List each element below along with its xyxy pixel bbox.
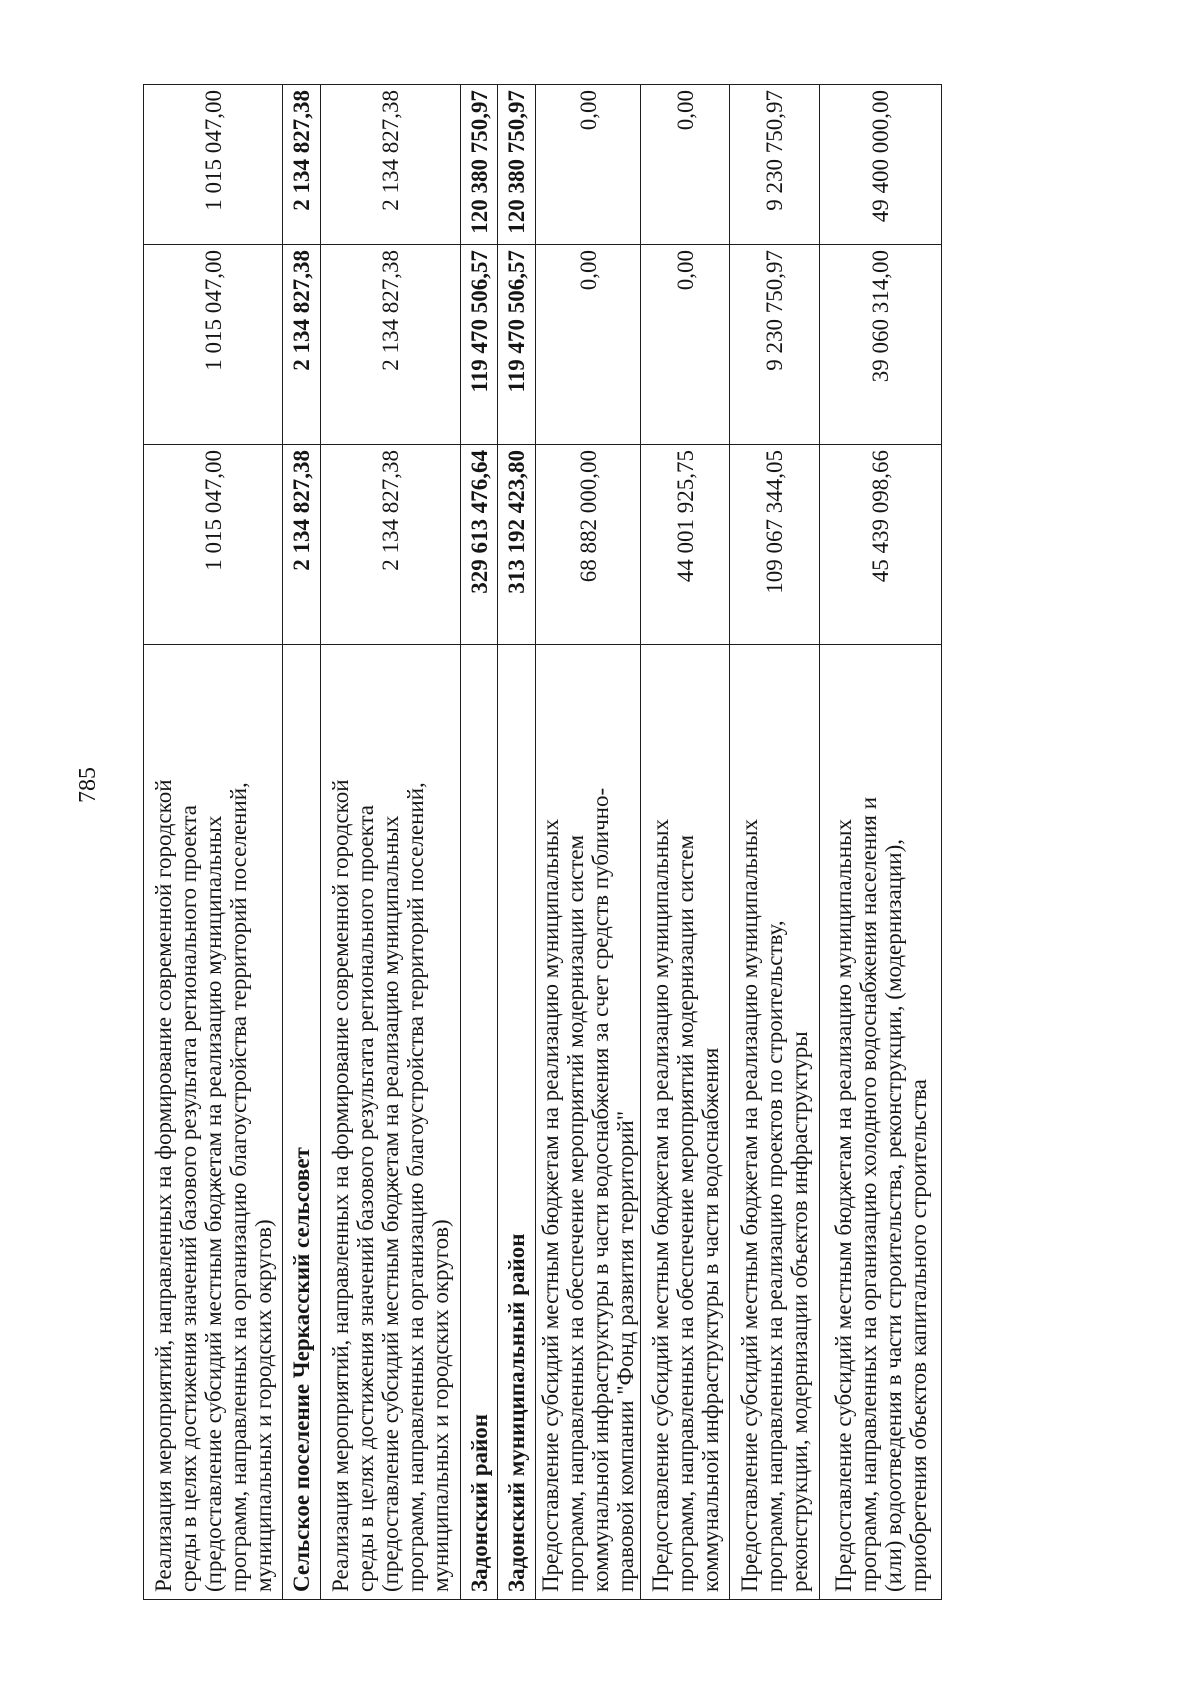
table-row	[730, 85, 820, 1600]
budget-table	[143, 84, 942, 1600]
amount-cell-2: 9 230 750,97	[730, 245, 820, 445]
amount-cell-1: 1 015 047,00	[144, 445, 283, 645]
amount-cell-3: 0,00	[641, 85, 730, 245]
table-row-municipal-district-total	[498, 85, 536, 1600]
amount-cell-1: 329 613 476,64	[461, 445, 498, 645]
amount-cell-1: 45 439 098,66	[820, 445, 942, 645]
amount-cell-1: 44 001 925,75	[641, 445, 730, 645]
amount-cell-2: 1 015 047,00	[144, 245, 283, 445]
amount-cell-2: 0,00	[536, 245, 641, 445]
amount-cell-1: 68 882 000,00	[536, 445, 641, 645]
amount-cell-2: 0,00	[641, 245, 730, 445]
amount-cell-3: 2 134 827,38	[321, 85, 461, 245]
table-row	[321, 85, 461, 1600]
table-row	[536, 85, 641, 1600]
table-row-settlement-total	[283, 85, 321, 1600]
amount-cell-3: 120 380 750,97	[461, 85, 498, 245]
row-description: Реализация мероприятий, направленных на формирование современной городской среды в целях достижения значений базового результата регионального проекта (предоставление субсидий местным бюджетам на реализацию муниципальных программ, направленных на организацию благоустройства территорий поселений, муниципальных и городских округов)	[144, 645, 283, 1600]
table-row	[144, 85, 283, 1600]
amount-cell-2: 119 470 506,57	[498, 245, 536, 445]
table-row-district-total	[461, 85, 498, 1600]
row-description: Реализация мероприятий, направленных на формирование современной городской среды в целях достижения значений базового результата регионального проекта (предоставление субсидий местным бюджетам на реализацию муниципальных программ, направленных на организацию благоустройства территорий поселений, муниципальных и городских округов)	[321, 645, 461, 1600]
row-description: Предоставление субсидий местным бюджетам на реализацию муниципальных программ, направленных на обеспечение мероприятий модернизации систем коммунальной инфраструктуры в части водоснабжения за счет средств публично- правовой компании "Фонд развития территорий"	[536, 645, 641, 1600]
amount-cell-3: 120 380 750,97	[498, 85, 536, 245]
page-number: 785	[75, 767, 101, 803]
amount-cell-2: 119 470 506,57	[461, 245, 498, 445]
amount-cell-3: 9 230 750,97	[730, 85, 820, 245]
amount-cell-1: 313 192 423,80	[498, 445, 536, 645]
row-description: Предоставление субсидий местным бюджетам на реализацию муниципальных программ, направленных на реализацию проектов по строительству, реконструкции, модернизации объектов инфраструктуры	[730, 645, 820, 1600]
amount-cell-3: 49 400 000,00	[820, 85, 942, 245]
row-description: Предоставление субсидий местным бюджетам на реализацию муниципальных программ, направленных на организацию холодного водоснабжения населения и (или) водоотведения в части строительства, реконструкции, (модернизации), приобретения объектов капитального строительства	[820, 645, 942, 1600]
table-row	[641, 85, 730, 1600]
amount-cell-3: 2 134 827,38	[283, 85, 321, 245]
row-description: Задонский район	[461, 645, 498, 1600]
amount-cell-3: 1 015 047,00	[144, 85, 283, 245]
row-description: Предоставление субсидий местным бюджетам на реализацию муниципальных программ, направленных на обеспечение мероприятий модернизации систем коммунальной инфраструктуры в части водоснабжения	[641, 645, 730, 1600]
amount-cell-1: 2 134 827,38	[283, 445, 321, 645]
amount-cell-1: 2 134 827,38	[321, 445, 461, 645]
amount-cell-2: 39 060 314,00	[820, 245, 942, 445]
row-description: Сельское поселение Черкасский сельсовет	[283, 645, 321, 1600]
row-description: Задонский муниципальный район	[498, 645, 536, 1600]
amount-cell-2: 2 134 827,38	[283, 245, 321, 445]
amount-cell-1: 109 067 344,05	[730, 445, 820, 645]
amount-cell-3: 0,00	[536, 85, 641, 245]
amount-cell-2: 2 134 827,38	[321, 245, 461, 445]
table-row	[820, 85, 942, 1600]
